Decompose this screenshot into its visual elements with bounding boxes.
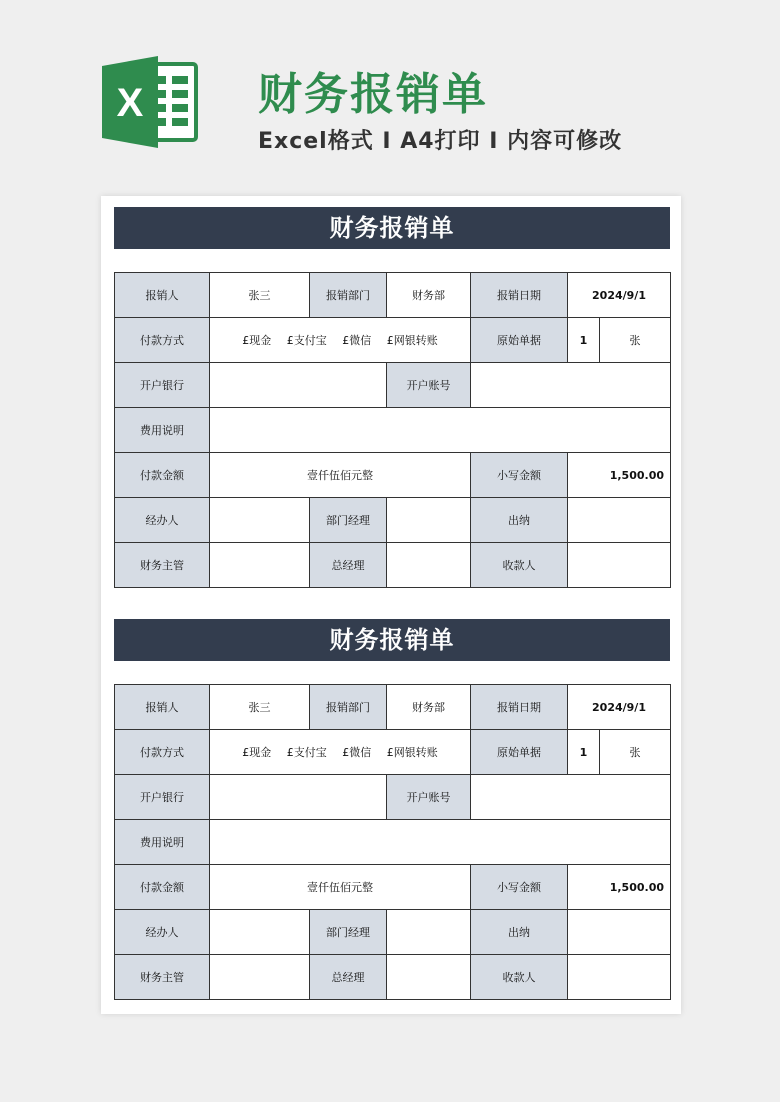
lowercase-amount-label: 小写金额 xyxy=(471,865,568,910)
payee-value[interactable] xyxy=(568,955,671,1000)
dept-manager-value[interactable] xyxy=(387,910,471,955)
finance-head-value[interactable] xyxy=(210,543,310,588)
dept-manager-label: 部门经理 xyxy=(310,498,387,543)
expense-desc-label: 费用说明 xyxy=(115,820,210,865)
handler-value[interactable] xyxy=(210,910,310,955)
form-table xyxy=(114,684,671,1000)
bank-label: 开户银行 xyxy=(115,363,210,408)
bank-value[interactable] xyxy=(210,775,387,820)
original-docs-label: 原始单据 xyxy=(471,730,568,775)
cashier-label: 出纳 xyxy=(471,910,568,955)
reimburser-label: 报销人 xyxy=(115,273,210,318)
account-label: 开户账号 xyxy=(387,775,471,820)
table-row xyxy=(115,955,671,1000)
payee-value[interactable] xyxy=(568,543,671,588)
dept-manager-label: 部门经理 xyxy=(310,910,387,955)
reimbursement-form-2 xyxy=(114,619,670,1000)
excel-icon xyxy=(100,56,200,148)
expense-desc-value[interactable] xyxy=(210,408,671,453)
table-row xyxy=(115,820,671,865)
table-row xyxy=(115,273,671,318)
amount-label: 付款金额 xyxy=(115,453,210,498)
payment-option-bank-transfer[interactable]: £网银转账 xyxy=(386,746,438,759)
bank-label: 开户银行 xyxy=(115,775,210,820)
reimburser-value[interactable]: 张三 xyxy=(210,273,310,318)
payment-option-wechat[interactable]: £微信 xyxy=(342,746,372,759)
amount-number-value[interactable]: 1,500.00 xyxy=(568,865,671,910)
reimburser-value[interactable]: 张三 xyxy=(210,685,310,730)
table-row xyxy=(115,685,671,730)
dept-manager-value[interactable] xyxy=(387,498,471,543)
date-value[interactable]: 2024/9/1 xyxy=(568,685,671,730)
payment-option-cash[interactable]: £现金 xyxy=(242,334,272,347)
form-table xyxy=(114,272,671,588)
account-value[interactable] xyxy=(471,775,671,820)
payment-option-alipay[interactable]: £支付宝 xyxy=(286,334,327,347)
finance-head-value[interactable] xyxy=(210,955,310,1000)
original-docs-count[interactable]: 1 xyxy=(568,318,600,363)
account-value[interactable] xyxy=(471,363,671,408)
table-row xyxy=(115,363,671,408)
page-subtitle: Excel格式 I A4打印 I 内容可修改 xyxy=(258,129,623,154)
handler-label: 经办人 xyxy=(115,910,210,955)
date-label: 报销日期 xyxy=(471,273,568,318)
table-row xyxy=(115,498,671,543)
payment-option-cash[interactable]: £现金 xyxy=(242,746,272,759)
cashier-value[interactable] xyxy=(568,498,671,543)
original-docs-unit: 张 xyxy=(600,318,671,363)
expense-desc-value[interactable] xyxy=(210,820,671,865)
dept-label: 报销部门 xyxy=(310,685,387,730)
general-manager-label: 总经理 xyxy=(310,543,387,588)
table-row xyxy=(115,408,671,453)
cashier-label: 出纳 xyxy=(471,498,568,543)
dept-label: 报销部门 xyxy=(310,273,387,318)
logo-letter: X xyxy=(116,81,144,125)
table-row xyxy=(115,865,671,910)
date-value[interactable]: 2024/9/1 xyxy=(568,273,671,318)
account-label: 开户账号 xyxy=(387,363,471,408)
original-docs-label: 原始单据 xyxy=(471,318,568,363)
form-title: 财务报销单 xyxy=(114,619,670,661)
document-sheet xyxy=(101,196,681,1014)
table-row xyxy=(115,543,671,588)
page-title: 财务报销单 xyxy=(258,69,488,120)
payment-options xyxy=(210,730,471,775)
payment-option-bank-transfer[interactable]: £网银转账 xyxy=(386,334,438,347)
original-docs-count[interactable]: 1 xyxy=(568,730,600,775)
table-row xyxy=(115,910,671,955)
amount-label: 付款金额 xyxy=(115,865,210,910)
expense-desc-label: 费用说明 xyxy=(115,408,210,453)
finance-head-label: 财务主管 xyxy=(115,543,210,588)
reimburser-label: 报销人 xyxy=(115,685,210,730)
reimbursement-form-1 xyxy=(114,207,670,588)
dept-value[interactable]: 财务部 xyxy=(387,685,471,730)
bank-value[interactable] xyxy=(210,363,387,408)
table-row xyxy=(115,775,671,820)
table-row xyxy=(115,453,671,498)
form-title: 财务报销单 xyxy=(114,207,670,249)
original-docs-unit: 张 xyxy=(600,730,671,775)
payment-option-wechat[interactable]: £微信 xyxy=(342,334,372,347)
dept-value[interactable]: 财务部 xyxy=(387,273,471,318)
payee-label: 收款人 xyxy=(471,543,568,588)
amount-words-value[interactable]: 壹仟伍佰元整 xyxy=(210,865,471,910)
lowercase-amount-label: 小写金额 xyxy=(471,453,568,498)
payment-options xyxy=(210,318,471,363)
payment-option-alipay[interactable]: £支付宝 xyxy=(286,746,327,759)
general-manager-value[interactable] xyxy=(387,955,471,1000)
table-row xyxy=(115,730,671,775)
payment-method-label: 付款方式 xyxy=(115,730,210,775)
table-row xyxy=(115,318,671,363)
amount-words-value[interactable]: 壹仟伍佰元整 xyxy=(210,453,471,498)
payment-method-label: 付款方式 xyxy=(115,318,210,363)
cashier-value[interactable] xyxy=(568,910,671,955)
general-manager-label: 总经理 xyxy=(310,955,387,1000)
handler-label: 经办人 xyxy=(115,498,210,543)
general-manager-value[interactable] xyxy=(387,543,471,588)
payee-label: 收款人 xyxy=(471,955,568,1000)
page-header xyxy=(0,0,780,190)
finance-head-label: 财务主管 xyxy=(115,955,210,1000)
date-label: 报销日期 xyxy=(471,685,568,730)
handler-value[interactable] xyxy=(210,498,310,543)
amount-number-value[interactable]: 1,500.00 xyxy=(568,453,671,498)
